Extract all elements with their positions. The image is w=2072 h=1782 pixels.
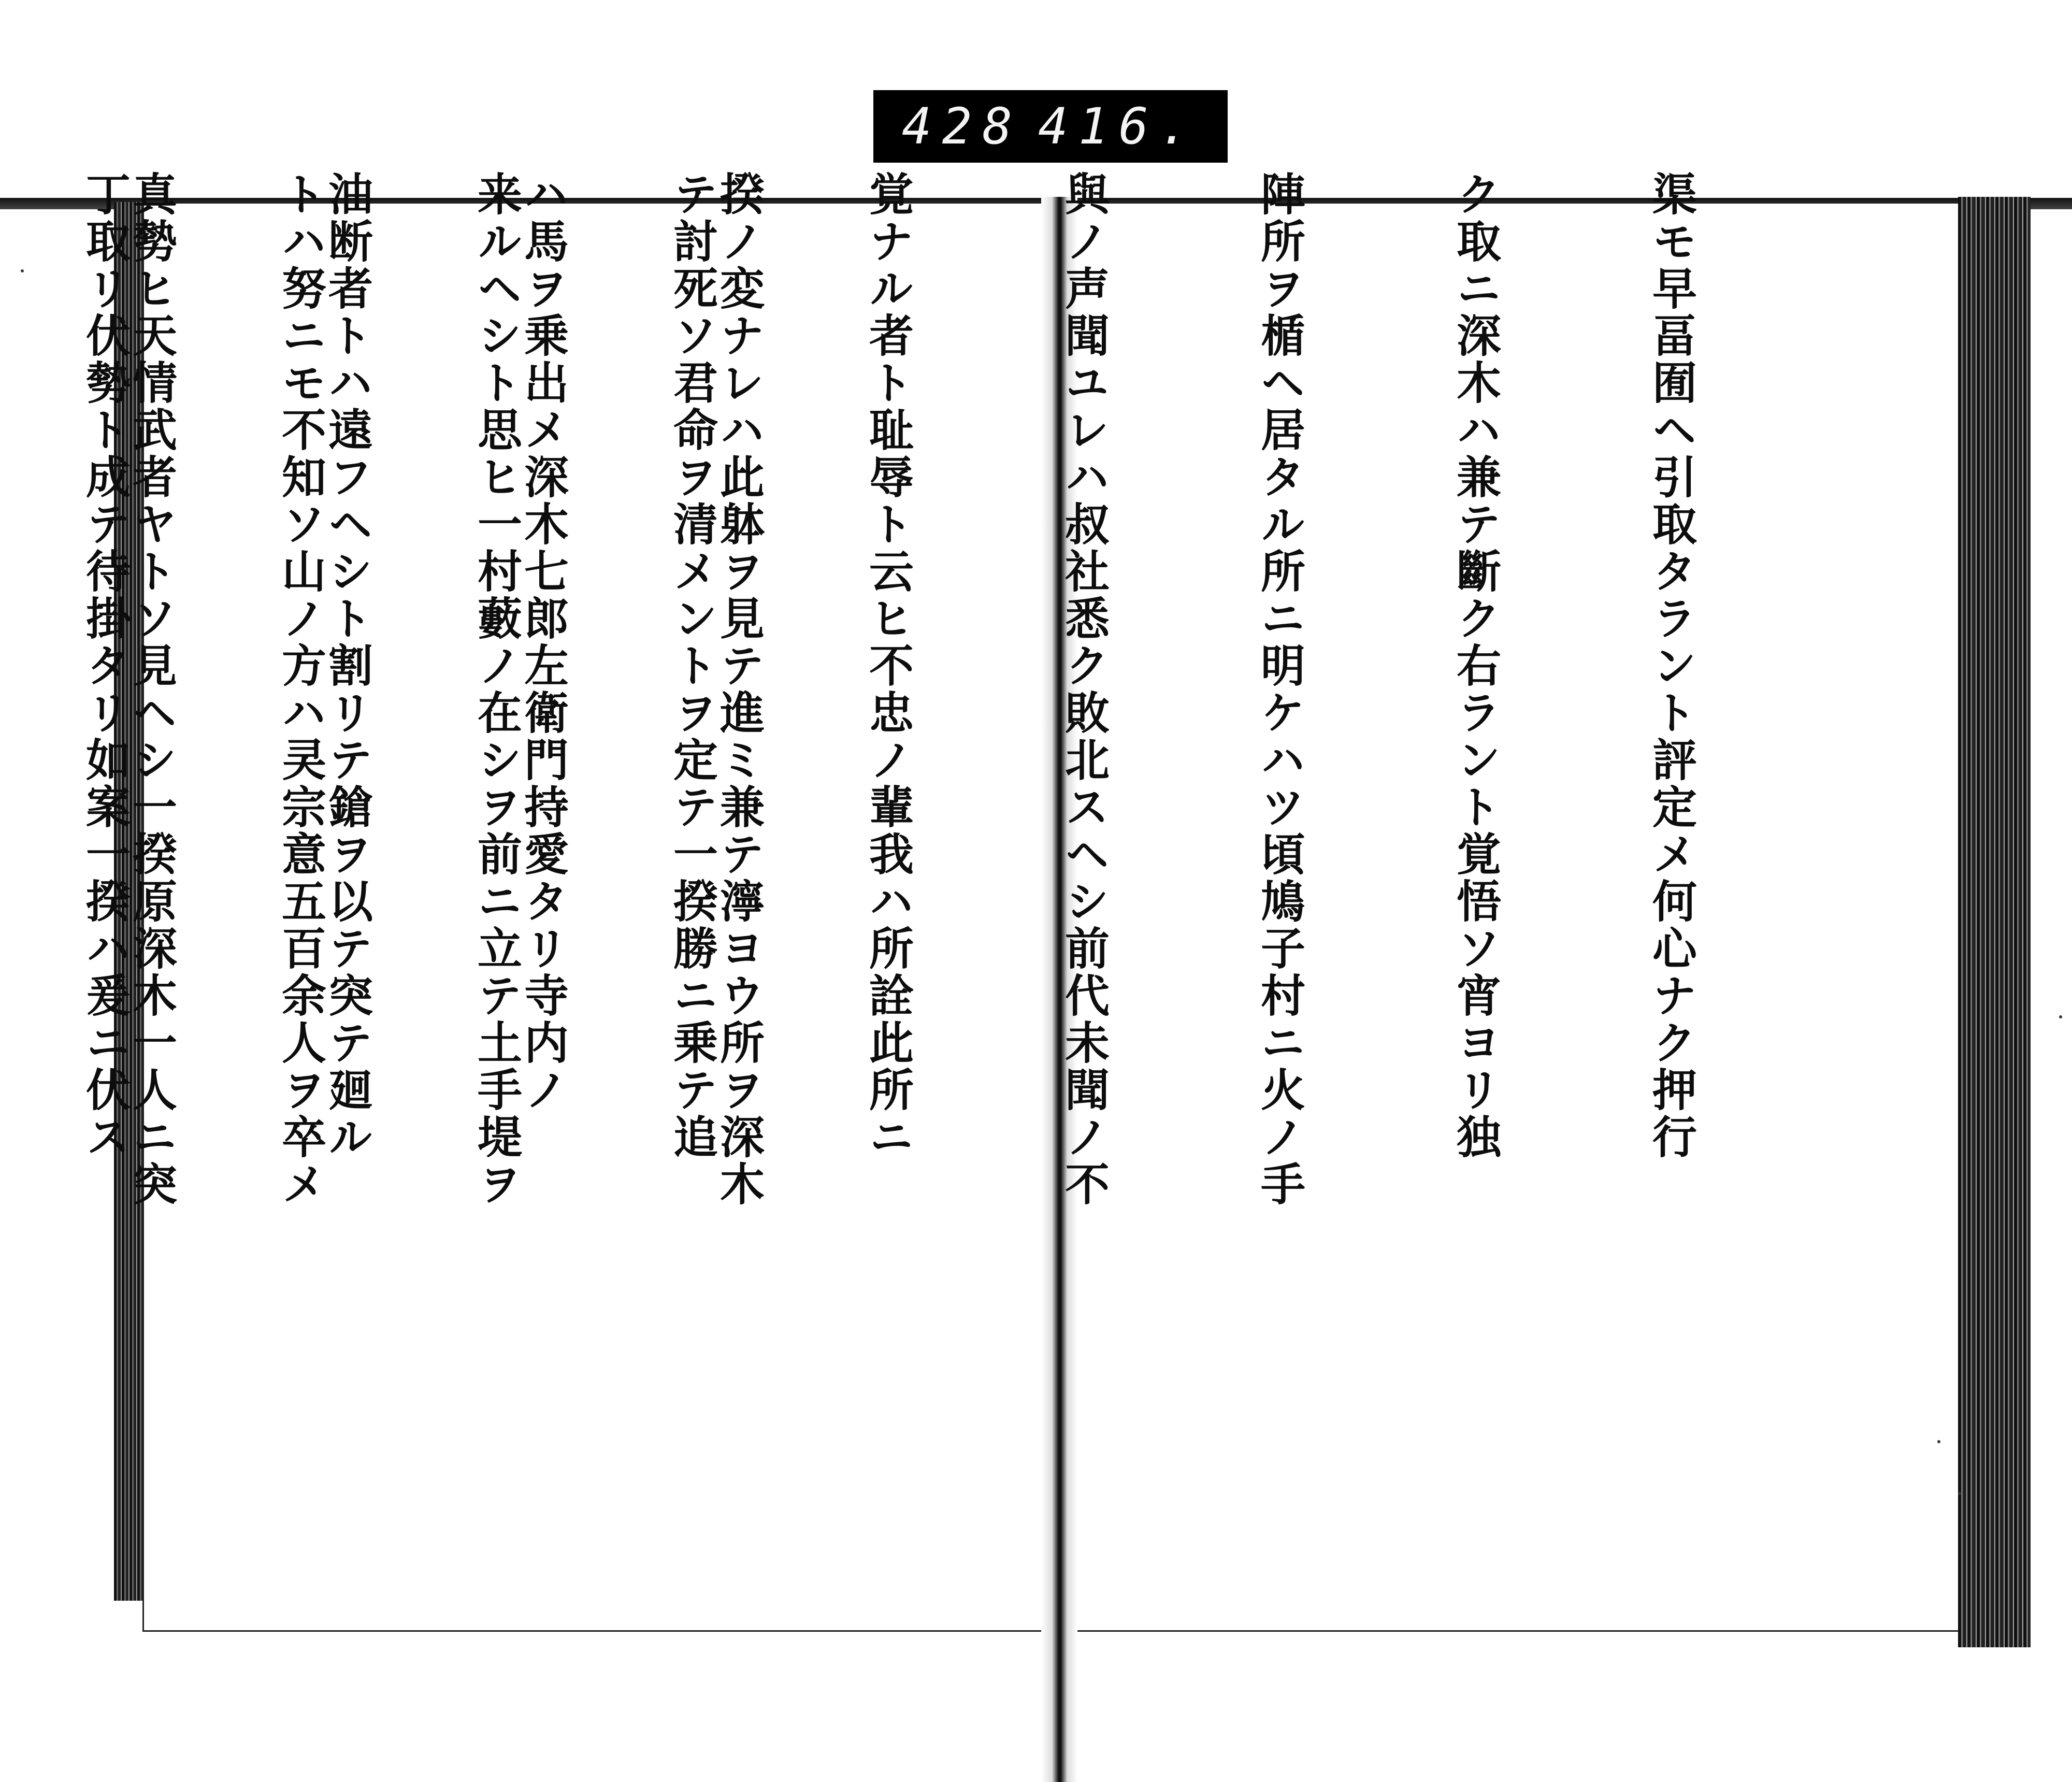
text-line: ハ馬ヲ乗出メ深木七郎左衛門持愛タリ寺内ノ xyxy=(516,171,569,1114)
text-line: ク取ニ深木ハ兼テ斷ク右ラント覚悟ソ宵ヨリ独 xyxy=(1449,171,1501,1161)
scan-speck xyxy=(2059,1015,2062,1018)
text-line: 油断者トハ遠フヘシト割リテ鎗ヲ以テ突テ廻ル xyxy=(321,171,373,1161)
left-catalog-number: 428 xyxy=(901,97,1023,155)
text-line: トハ努ニモ不知ソ山ノ方ハ㚑宗意五百余人ヲ卒メ xyxy=(274,171,326,1208)
scan-speck xyxy=(21,269,24,272)
text-line: 真勢ヒ天情武者ヤトソ見ヘシ一揆原深木一人ニ突 xyxy=(125,171,177,1208)
left-page-text xyxy=(93,171,901,1321)
text-line: 陣所ヲ楯ヘ居タル所ニ明ケハツ頃鳩子村ニ火ノ手 xyxy=(1253,171,1305,1208)
text-line: 丁取リ伏勢ト成テ待掛タリ如案一揆ハ爰ニ伏ス xyxy=(78,171,131,1161)
right-catalog-number: 416. xyxy=(1038,97,1200,155)
text-line: 来ルヘシト思ヒ一村藪ノ在シヲ前ニ立テ土手堤ヲ xyxy=(470,171,522,1208)
text-line: 與ノ声聞ユレハ叔社悉ク敗北スヘシ前代未聞ノ不 xyxy=(1057,171,1110,1208)
text-line: 渠モ早畐囿ヘ引取タラント評定メ何心ナク押行 xyxy=(1645,171,1697,1161)
text-line: テ討死ソ君命ヲ清メントヲ定テ一揆勝ニ乗テ追 xyxy=(666,171,718,1161)
catalog-number-label xyxy=(873,90,1228,163)
scan-speck xyxy=(1937,1440,1940,1443)
scan-speck xyxy=(1958,1492,1961,1495)
text-line: 揆ノ変ナレハ此躰ヲ見テ進ミ兼テ濘ヨウ所ヲ深木 xyxy=(712,171,765,1208)
right-page-edges xyxy=(1958,197,2031,1647)
text-line: 覚ナル者ト耻辱ト云ヒ不忠ノ輩我ハ所詮此所ニ xyxy=(861,171,914,1161)
